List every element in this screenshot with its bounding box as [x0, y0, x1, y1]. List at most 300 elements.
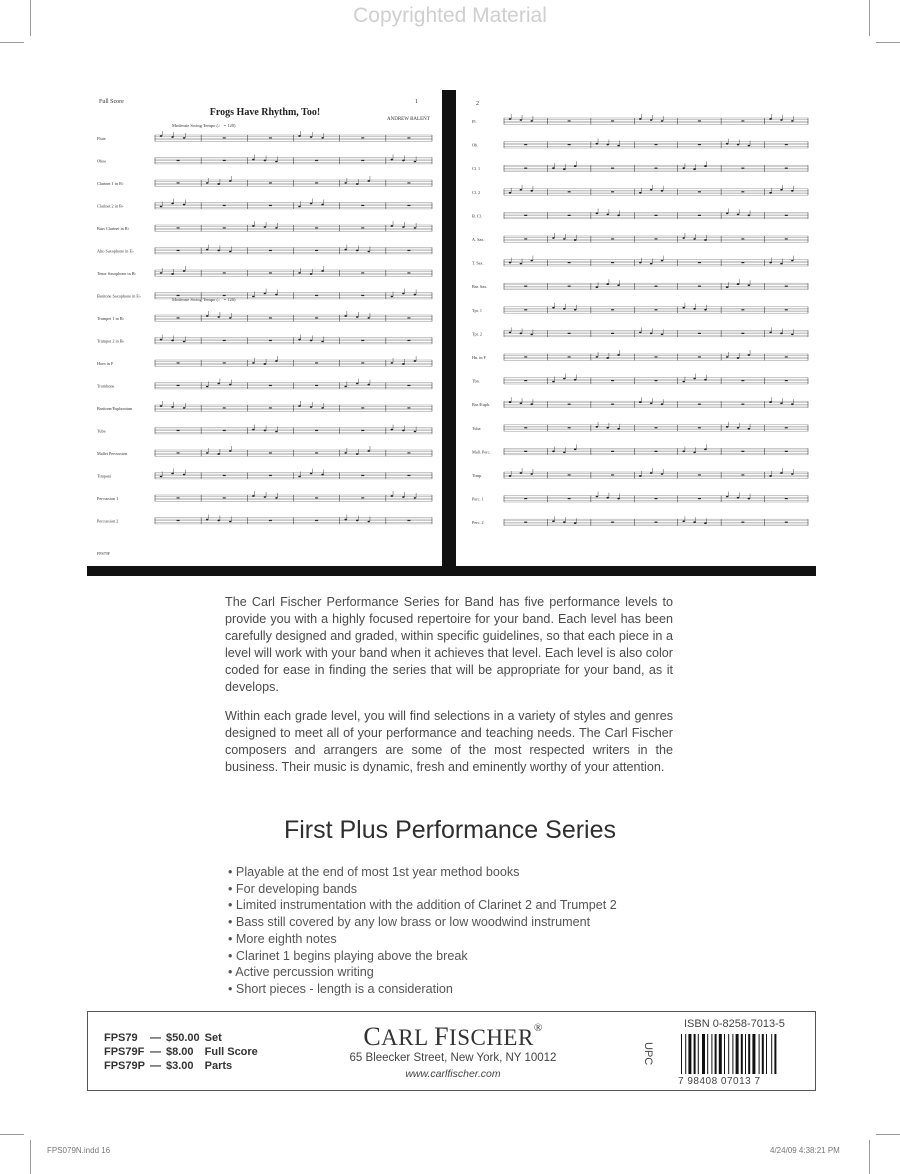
barcode-bar	[759, 1034, 760, 1074]
barcode-bar	[741, 1034, 743, 1074]
note-head	[217, 520, 220, 522]
price-value: $3.00	[165, 1060, 194, 1072]
note-head	[160, 206, 163, 208]
barcode-bar	[698, 1034, 699, 1074]
rest	[361, 340, 364, 341]
note-head	[682, 167, 685, 169]
note-head	[229, 180, 232, 182]
note-head	[737, 427, 740, 429]
rest	[407, 137, 410, 138]
rest	[407, 385, 410, 386]
note-head	[682, 237, 685, 239]
rest	[568, 191, 571, 192]
note-head	[356, 520, 359, 522]
rest	[568, 333, 571, 334]
note-head	[726, 286, 729, 288]
rest	[741, 404, 744, 405]
price-item: Parts	[204, 1060, 233, 1072]
note-head	[552, 451, 555, 453]
note-head	[414, 431, 417, 433]
rest	[269, 407, 272, 408]
rest	[785, 522, 788, 523]
note-head	[791, 403, 794, 405]
note-head	[563, 238, 566, 240]
note-head	[650, 333, 653, 335]
note-head	[791, 473, 794, 475]
note-head	[639, 118, 642, 120]
note-head	[509, 475, 512, 477]
note-head	[356, 453, 359, 455]
rest	[177, 430, 180, 431]
rest	[741, 262, 744, 263]
feature-item: • Short pieces - length is a consideration	[228, 981, 617, 998]
note-head	[310, 203, 313, 205]
rest	[269, 317, 272, 318]
barcode-bar	[688, 1034, 691, 1074]
note-head	[563, 308, 566, 310]
rest	[177, 227, 180, 228]
note-head	[520, 472, 523, 474]
note-head	[661, 403, 664, 405]
note-head	[367, 317, 370, 319]
score-right-svg	[456, 90, 816, 566]
rest	[177, 182, 180, 183]
note-head	[769, 332, 772, 334]
feature-item: • Playable at the end of most 1st year method books	[228, 864, 617, 881]
note-head	[639, 401, 642, 403]
note-head	[563, 168, 566, 170]
score-staves-left	[97, 131, 432, 524]
rest	[269, 182, 272, 183]
barcode-bar	[745, 1034, 746, 1074]
rest	[568, 215, 571, 216]
note-head	[275, 360, 278, 362]
instrument-label: A. Sax.	[472, 237, 485, 242]
note-head	[310, 273, 313, 275]
note-head	[367, 450, 370, 452]
rest	[407, 475, 410, 476]
feature-item: • Bass still covered by any low brass or low woodwind instrument	[228, 914, 617, 931]
slug-timestamp: 4/24/09 4:38:21 PM	[770, 1146, 840, 1155]
score-tempo-marking: Moderate Swing Tempo (♩ = 120)	[172, 123, 236, 128]
rest	[655, 427, 658, 428]
watermark: Copyrighted Material	[353, 4, 547, 27]
rest	[568, 498, 571, 499]
feature-item: • For developing bands	[228, 881, 617, 898]
price-value: $8.00	[165, 1046, 194, 1058]
note-head	[356, 383, 359, 385]
note-head	[344, 182, 347, 184]
publisher-website: www.carlfischer.com	[405, 1068, 501, 1080]
score-staves-right	[472, 114, 808, 526]
price-item: Set	[204, 1032, 222, 1044]
note-head	[321, 407, 324, 409]
barcode	[679, 1034, 801, 1078]
barcode-bar	[748, 1034, 750, 1074]
rest	[269, 272, 272, 273]
rest	[407, 205, 410, 206]
note-head	[682, 451, 685, 453]
score-composer: ANDREW BALENT	[387, 117, 430, 122]
publisher-logo	[353, 1022, 553, 1052]
barcode-bar	[762, 1034, 764, 1074]
note-head	[748, 215, 751, 217]
rest	[611, 333, 614, 334]
note-head	[252, 429, 255, 431]
instrument-label: Percussion 1	[97, 496, 119, 501]
note-head	[391, 429, 394, 431]
note-head	[391, 495, 394, 497]
barcode-bar	[732, 1034, 733, 1074]
rest	[655, 215, 658, 216]
rest	[611, 522, 614, 523]
note-head	[552, 520, 555, 522]
note-head	[520, 333, 523, 335]
crop-mark	[876, 1134, 900, 1135]
barcode-bar	[702, 1034, 705, 1074]
rest	[785, 451, 788, 452]
feature-list	[228, 864, 617, 998]
note-head	[206, 182, 209, 184]
note-head	[737, 497, 740, 499]
note-head	[298, 135, 301, 137]
note-head	[606, 144, 609, 146]
instrument-label: Perc. 1	[472, 496, 484, 502]
note-head	[183, 204, 186, 206]
note-head	[530, 473, 533, 475]
rest	[611, 309, 614, 310]
note-head	[748, 145, 751, 147]
note-head	[171, 136, 174, 138]
note-head	[391, 362, 394, 364]
rest	[785, 498, 788, 499]
note-head	[748, 284, 751, 286]
rest	[177, 385, 180, 386]
note-head	[617, 284, 620, 286]
rest	[785, 238, 788, 239]
note-head	[780, 402, 783, 404]
logo-letters: ARL	[381, 1025, 435, 1050]
score-title: Frogs Have Rhythm, Too!	[209, 107, 321, 118]
rest	[315, 430, 318, 431]
rest	[361, 362, 364, 363]
note-head	[229, 521, 232, 523]
score-tempo-marking-brass: Moderate Swing Tempo (♩ = 120)	[172, 297, 236, 302]
score-left-svg	[87, 90, 442, 566]
note-head	[275, 431, 278, 433]
rest	[655, 356, 658, 357]
rest	[611, 191, 614, 192]
note-head	[356, 183, 359, 185]
rest	[223, 430, 226, 431]
note-head	[650, 472, 653, 474]
note-head	[693, 308, 696, 310]
rest	[785, 309, 788, 310]
note-head	[769, 118, 772, 120]
note-head	[693, 378, 696, 380]
price-code: FPS79P	[104, 1060, 145, 1072]
note-head	[217, 383, 220, 385]
note-head	[693, 452, 696, 454]
note-head	[780, 263, 783, 265]
rest	[611, 404, 614, 405]
note-head	[552, 237, 555, 239]
feature-item: • Limited instrumentation with the addition of Clarinet 2 and Trumpet 2	[228, 897, 617, 914]
note-head	[229, 317, 232, 319]
note-head	[606, 497, 609, 499]
rest	[315, 362, 318, 363]
note-head	[552, 167, 555, 169]
instrument-label: Mall. Perc.	[472, 449, 491, 455]
price-code: FPS79	[104, 1032, 138, 1044]
barcode-bar	[736, 1034, 739, 1074]
note-head	[737, 357, 740, 359]
rest	[269, 250, 272, 251]
crop-mark	[0, 42, 24, 43]
rest	[698, 404, 701, 405]
barcode-bar	[728, 1034, 729, 1074]
instrument-label: Percussion 2	[97, 518, 119, 524]
note-head	[693, 238, 696, 240]
description	[225, 594, 673, 788]
note-head	[264, 363, 267, 365]
note-head	[748, 428, 751, 430]
note-head	[780, 189, 783, 191]
note-head	[264, 160, 267, 162]
instrument-label: Ob.	[472, 142, 479, 148]
rest	[524, 168, 527, 169]
note-head	[183, 137, 186, 139]
note-head	[574, 522, 577, 524]
instrument-label: Tpt. 1	[472, 307, 483, 313]
note-head	[509, 401, 512, 403]
rest	[568, 120, 571, 121]
note-head	[275, 497, 278, 499]
note-head	[171, 273, 174, 275]
rest	[568, 356, 571, 357]
instrument-label: Perc. 2	[472, 520, 484, 526]
instrument-label: B. Cl.	[472, 213, 482, 219]
note-head	[160, 339, 163, 341]
note-head	[171, 473, 174, 475]
rest	[177, 497, 180, 498]
note-head	[252, 362, 255, 364]
rest	[223, 227, 226, 228]
rest	[741, 522, 744, 523]
note-head	[726, 496, 729, 498]
note-head	[229, 450, 232, 452]
note-head	[596, 286, 599, 288]
instrument-label: Tuba	[472, 425, 481, 431]
barcode-number: 7 98408 07013 7	[678, 1076, 761, 1087]
note-head	[574, 449, 577, 451]
note-head	[520, 119, 523, 121]
note-head	[217, 250, 220, 252]
note-head	[217, 183, 220, 185]
price-code: FPS79F	[104, 1046, 145, 1058]
instrument-label: Bar. Sax.	[472, 284, 488, 290]
note-head	[574, 239, 577, 241]
price-dash: —	[149, 1060, 161, 1072]
rest	[611, 380, 614, 381]
note-head	[171, 203, 174, 205]
note-head	[414, 161, 417, 163]
note-head	[596, 426, 599, 428]
rest	[568, 286, 571, 287]
barcode-bar	[685, 1034, 686, 1074]
rest	[269, 475, 272, 476]
note-head	[414, 227, 417, 229]
note-head	[726, 213, 729, 215]
note-head	[206, 386, 209, 388]
instrument-label: Cl. 1	[472, 166, 481, 172]
description-paragraph-2: Within each grade level, you will find selections in a variety of styles and genres designed to meet all of your performance and teaching needs. The Carl Fischer composers and arrangers are some of the most respected writers in the business. Their music is dynamic, fresh and eminently worthy of your attention.	[225, 709, 673, 774]
rest	[524, 522, 527, 523]
rest	[524, 144, 527, 145]
rest	[315, 385, 318, 386]
note-head	[791, 120, 794, 122]
note-head	[693, 521, 696, 523]
rest	[568, 474, 571, 475]
note-head	[229, 384, 232, 386]
description-paragraph-1: The Carl Fischer Performance Series for Band has five performance levels to provide you with a highly focused repertoire for your band. Each level has been carefully designed and graded, within specific guidelines, so that each piece in a level will work with your band when it achieves that level. Each level is also color coded for ease in finding the series that will be appropriate for your band, as it develops.	[225, 595, 673, 694]
note-head	[414, 360, 417, 362]
note-head	[552, 381, 555, 383]
note-head	[183, 474, 186, 476]
rest	[698, 356, 701, 357]
note-head	[639, 192, 642, 194]
note-head	[704, 522, 707, 524]
score-header-left: Full Score	[99, 99, 124, 105]
note-head	[264, 293, 267, 295]
rest	[741, 309, 744, 310]
rest	[361, 272, 364, 273]
note-head	[682, 307, 685, 309]
rest	[269, 452, 272, 453]
note-head	[617, 215, 620, 217]
rest	[361, 430, 364, 431]
rest	[269, 520, 272, 521]
note-head	[661, 334, 664, 336]
note-head	[552, 307, 555, 309]
rest	[223, 362, 226, 363]
note-head	[183, 407, 186, 409]
rest	[655, 451, 658, 452]
note-head	[171, 406, 174, 408]
rest	[177, 452, 180, 453]
instrument-label: Tuba	[97, 428, 106, 434]
note-head	[606, 214, 609, 216]
rest	[407, 272, 410, 273]
rest	[361, 137, 364, 138]
rest	[785, 427, 788, 428]
rest	[223, 295, 226, 296]
barcode-bar	[694, 1034, 696, 1074]
note-head	[650, 119, 653, 121]
note-head	[414, 294, 417, 296]
rest	[568, 404, 571, 405]
note-head	[617, 498, 620, 500]
barcode-bar	[715, 1034, 717, 1074]
rest	[611, 474, 614, 475]
note-head	[160, 135, 163, 137]
logo-letters: ISCHER	[449, 1025, 534, 1050]
rest	[361, 295, 364, 296]
note-head	[769, 475, 772, 477]
note-head	[596, 143, 599, 145]
rest	[568, 427, 571, 428]
publisher-footer	[87, 1011, 816, 1091]
price-value: $50.00	[165, 1032, 200, 1044]
note-head	[321, 137, 324, 139]
note-head	[275, 227, 278, 229]
barcode-bar	[681, 1034, 682, 1074]
note-head	[252, 495, 255, 497]
instrument-label: Clarinet 1 in B♭	[97, 181, 124, 186]
note-head	[520, 263, 523, 265]
barcode-bar	[774, 1034, 776, 1074]
note-head	[391, 225, 394, 227]
note-head	[160, 272, 163, 274]
price-table	[102, 1030, 263, 1074]
rest	[611, 168, 614, 169]
instrument-label: Tbn.	[472, 378, 480, 384]
note-head	[367, 251, 370, 253]
instrument-label: Clarinet 2 in B♭	[97, 203, 124, 209]
note-head	[520, 189, 523, 191]
price-row	[104, 1060, 261, 1072]
rest	[524, 427, 527, 428]
note-head	[509, 118, 512, 120]
price-dash: —	[149, 1032, 161, 1044]
note-head	[367, 384, 370, 386]
note-head	[574, 309, 577, 311]
score-footer-code: FPS79F	[97, 551, 110, 556]
logo-letter: C	[363, 1022, 382, 1051]
barcode-bar	[707, 1034, 708, 1074]
instrument-label: Timp.	[472, 473, 482, 478]
rest	[655, 168, 658, 169]
feature-item: • More eighth notes	[228, 931, 617, 948]
note-head	[391, 296, 394, 298]
instrument-label: Tpt. 2	[472, 331, 483, 337]
rest	[524, 356, 527, 357]
note-head	[530, 403, 533, 405]
note-head	[791, 260, 794, 262]
note-head	[726, 356, 729, 358]
registered-mark: ®	[533, 1022, 543, 1034]
instrument-label: Horn in F	[97, 361, 114, 366]
rest	[698, 262, 701, 263]
rest	[741, 474, 744, 475]
note-head	[206, 519, 209, 521]
note-head	[206, 452, 209, 454]
note-head	[606, 283, 609, 285]
note-head	[321, 204, 324, 206]
rest	[524, 451, 527, 452]
note-head	[737, 144, 740, 146]
instrument-label: Mallet Percussion	[97, 451, 128, 456]
crop-mark	[30, 1140, 31, 1174]
note-head	[310, 340, 313, 342]
rest	[611, 262, 614, 263]
note-head	[321, 270, 324, 272]
rest	[223, 340, 226, 341]
crop-mark	[869, 1140, 870, 1174]
note-head	[275, 161, 278, 163]
note-head	[402, 293, 405, 295]
note-head	[606, 357, 609, 359]
